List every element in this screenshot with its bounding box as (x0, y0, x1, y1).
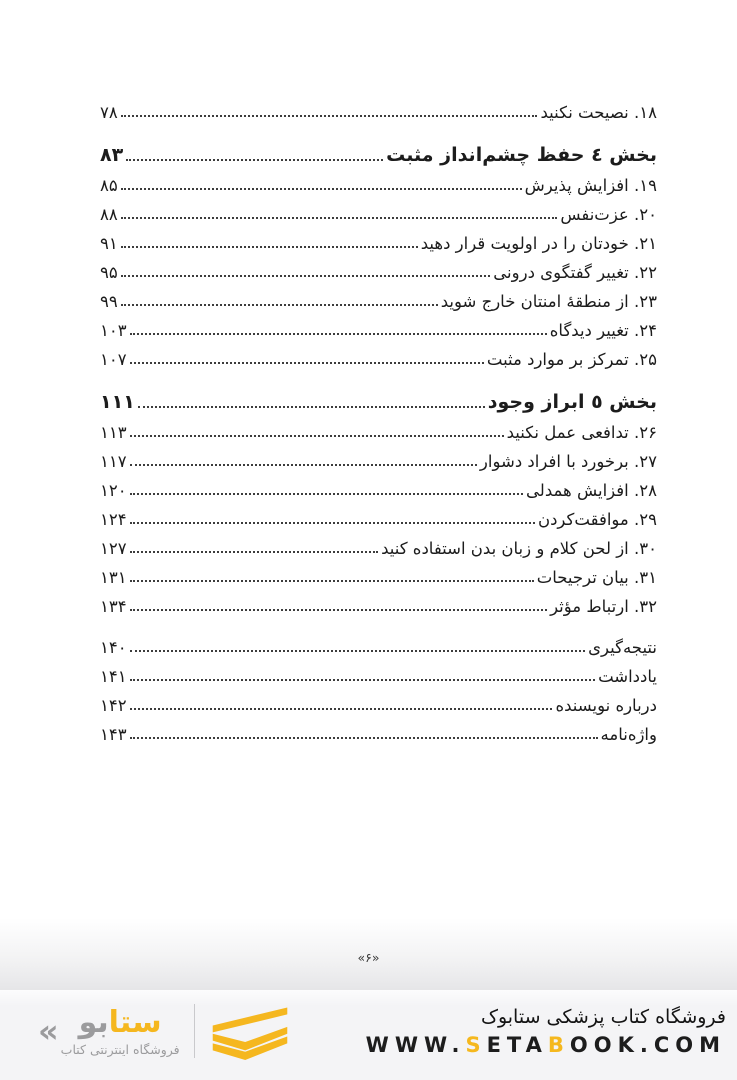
toc-item (100, 169, 657, 198)
toc-dot-leader (130, 522, 535, 524)
logo-wordmark-yellow-part: ستا (108, 1004, 162, 1040)
toc-item (100, 689, 657, 718)
toc-item-page-number: ۸۵ (100, 176, 118, 195)
toc-item-title: یادداشت (598, 667, 657, 686)
toc-dot-leader (130, 737, 598, 739)
toc-dot-leader (130, 551, 378, 553)
toc-item-page-number: ۹۹ (100, 292, 118, 311)
table-of-contents (100, 96, 657, 747)
toc-item-title: ۲۷. برخورد با افراد دشوار (479, 452, 657, 471)
store-name: فروشگاه کتاب پزشکی ستابوک (480, 1005, 726, 1028)
toc-dot-leader (130, 708, 553, 710)
toc-item (100, 532, 657, 561)
toc-item (100, 256, 657, 285)
toc-item-page-number: ۱۰۷ (100, 350, 127, 369)
toc-item-title: بخش ٤ حفظ چشم‌انداز مثبت (386, 144, 657, 166)
toc-item-page-number: ۱۴۰ (100, 638, 127, 657)
setabook-chevron-emblem-icon (207, 1002, 293, 1060)
logo-guillemet-mark: « (38, 1012, 59, 1050)
toc-item (100, 198, 657, 227)
toc-item-title: ۲۵. تمرکز بر موارد مثبت (486, 350, 657, 369)
toc-item (100, 445, 657, 474)
toc-item-page-number: ۱۲۰ (100, 481, 127, 500)
toc-item-title: ۱۹. افزایش پذیرش (524, 176, 657, 195)
logo-tagline: فروشگاه اینترنتی کتاب (60, 1041, 180, 1057)
toc-item-page-number: ۱۲۷ (100, 539, 127, 558)
toc-item-page-number: ۱۱۳ (100, 423, 127, 442)
toc-item-title: ۲۰. عزت‌نفس (560, 205, 657, 224)
toc-item-title: ۳۲. ارتباط مؤثر (550, 597, 657, 616)
page-number: «۶» (357, 950, 380, 965)
toc-dot-leader (130, 679, 595, 681)
footer-text-block (366, 1005, 730, 1058)
toc-item (100, 227, 657, 256)
toc-item-page-number: ۱۲۴ (100, 510, 127, 529)
toc-item-title: ۲۲. تغییر گفتگوی درونی (493, 263, 657, 282)
toc-item-page-number: ۱۱۷ (100, 452, 127, 471)
logo-divider (194, 1004, 195, 1058)
toc-dot-leader (130, 464, 477, 466)
toc-item-page-number: ۱۴۱ (100, 667, 127, 686)
toc-dot-leader (130, 362, 484, 364)
toc-dot-leader (130, 333, 547, 335)
site-footer (0, 990, 737, 1080)
toc-item (100, 343, 657, 372)
toc-dot-leader (130, 493, 523, 495)
toc-dot-leader (130, 435, 504, 437)
logo-wordmark-gray-part: بو (78, 1004, 109, 1040)
toc-item (100, 382, 657, 416)
toc-item (100, 503, 657, 532)
toc-item-page-number: ۱۳۴ (100, 597, 127, 616)
toc-item (100, 96, 657, 125)
toc-dot-leader (121, 275, 491, 277)
toc-item-title: ۲۶. تدافعی عمل نکنید (506, 423, 657, 442)
toc-item-page-number: ۸۳ (100, 144, 124, 166)
site-url-link[interactable] (366, 1033, 726, 1057)
toc-item-title: ۱۸. نصیحت نکنید (540, 103, 657, 122)
toc-item-page-number: ۱۰۳ (100, 321, 127, 340)
toc-dot-leader (121, 115, 538, 117)
toc-item-title: ۲۹. موافقت‌کردن (537, 510, 657, 529)
toc-item (100, 631, 657, 660)
toc-item-title: ۳۰. از لحن کلام و زبان بدن استفاده کنید (381, 539, 657, 558)
site-url-segment: ETA (486, 1033, 548, 1058)
site-url-segment: OOK.COM (569, 1033, 726, 1058)
toc-item-title: بخش ٥ ابراز وجود (487, 391, 657, 413)
toc-dot-leader (121, 246, 418, 248)
site-url-segment: S (465, 1033, 487, 1058)
setabook-logo[interactable] (38, 1002, 293, 1060)
toc-item-page-number: ۱۴۳ (100, 725, 127, 744)
toc-item (100, 474, 657, 503)
toc-item-title: ۲۱. خودتان را در اولویت قرار دهید (420, 234, 657, 253)
toc-item-title: ۲۴. تغییر دیدگاه (549, 321, 657, 340)
toc-item (100, 285, 657, 314)
toc-item (100, 590, 657, 619)
toc-dot-leader (138, 406, 485, 408)
toc-item-page-number: ۱۳۱ (100, 568, 127, 587)
toc-item-title: درباره نویسنده (555, 696, 657, 715)
logo-wordmark-block (61, 1006, 180, 1057)
toc-item-title: ۲۸. افزایش همدلی (526, 481, 657, 500)
toc-item (100, 416, 657, 445)
toc-dot-leader (121, 304, 438, 306)
site-url-segment: B (547, 1033, 570, 1058)
toc-dot-leader (130, 650, 586, 652)
toc-dot-leader (121, 188, 522, 190)
toc-item (100, 561, 657, 590)
toc-item (100, 314, 657, 343)
toc-item (100, 135, 657, 169)
toc-item-page-number: ۹۱ (100, 234, 118, 253)
toc-dot-leader (126, 159, 383, 161)
toc-item-page-number: ۷۸ (100, 103, 118, 122)
toc-dot-leader (130, 580, 534, 582)
toc-item-page-number: ۹۵ (100, 263, 118, 282)
toc-item-page-number: ۸۸ (100, 205, 118, 224)
toc-dot-leader (130, 609, 547, 611)
toc-item (100, 718, 657, 747)
logo-wordmark (61, 1006, 180, 1039)
toc-item-title: ۲۳. از منطقهٔ امنتان خارج شوید (440, 292, 657, 311)
toc-dot-leader (121, 217, 558, 219)
toc-item-page-number: ۱۴۲ (100, 696, 127, 715)
toc-item-title: واژه‌نامه (600, 725, 657, 744)
site-url-segment: WWW. (365, 1033, 466, 1058)
toc-item-title: نتیجه‌گیری (588, 638, 657, 657)
toc-item (100, 660, 657, 689)
toc-item-page-number: ۱۱۱ (100, 391, 135, 413)
toc-item-title: ۳۱. بیان ترجیحات (536, 568, 657, 587)
